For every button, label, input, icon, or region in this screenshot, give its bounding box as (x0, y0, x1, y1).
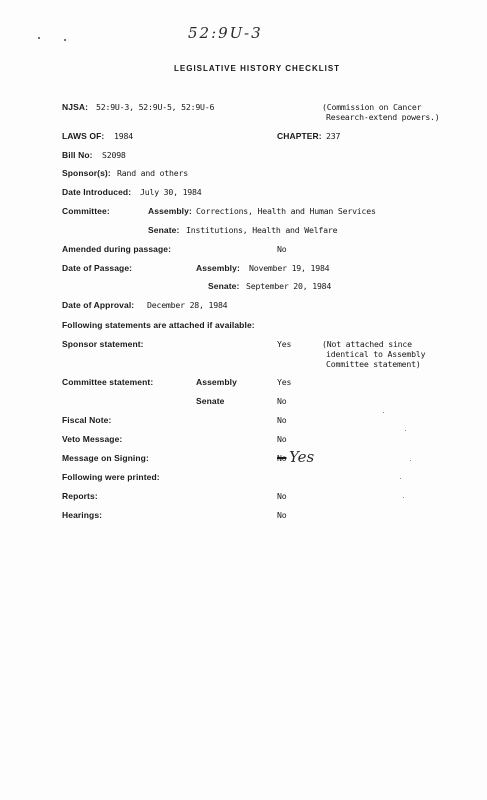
message-on-signing-label: Message on Signing: (62, 453, 149, 463)
passage-senate-label: Senate: (208, 281, 240, 291)
amended-value: No (277, 244, 287, 254)
scan-speck (410, 460, 411, 461)
sponsor-statement-note-line2: identical to Assembly (326, 349, 426, 359)
sponsor-statement-value: Yes (277, 339, 292, 349)
reports-label: Reports: (62, 491, 98, 501)
bill-no-value: S2098 (102, 150, 126, 160)
njsa-note-line1: (Commission on Cancer (322, 102, 422, 112)
page-title: LEGISLATIVE HISTORY CHECKLIST (174, 64, 341, 73)
attached-statements-heading: Following statements are attached if available: (62, 320, 255, 330)
fiscal-note-label: Fiscal Note: (62, 415, 112, 425)
date-of-approval-value: December 28, 1984 (147, 300, 228, 310)
hearings-label: Hearings: (62, 510, 103, 520)
printed-heading: Following were printed: (62, 472, 160, 482)
chapter-value: 237 (326, 131, 341, 141)
committee-statement-senate-value: No (277, 396, 287, 406)
passage-senate-value: September 20, 1984 (246, 281, 332, 291)
committee-senate-label: Senate: (148, 225, 180, 235)
handwritten-reference: 52:9U-3 (188, 24, 263, 42)
chapter-label: CHAPTER: (277, 131, 322, 141)
message-on-signing-struck-value: No (277, 453, 287, 463)
committee-label: Committee: (62, 206, 110, 216)
laws-of-value: 1984 (114, 131, 133, 141)
committee-assembly-label: Assembly: (148, 206, 192, 216)
passage-assembly-value: November 19, 1984 (249, 263, 330, 273)
njsa-value: 52:9U-3, 52:9U-5, 52:9U-6 (96, 102, 215, 112)
sponsor-statement-note-line3: Committee statement) (326, 359, 421, 369)
scan-speck (400, 478, 401, 479)
date-introduced-label: Date Introduced: (62, 187, 132, 197)
hearings-value: No (277, 510, 287, 520)
scan-speck (38, 37, 40, 39)
scan-speck (403, 497, 404, 498)
laws-of-label: LAWS OF: (62, 131, 105, 141)
committee-statement-senate-label: Senate (196, 396, 225, 406)
scan-speck (405, 430, 406, 431)
njsa-label: NJSA: (62, 102, 89, 112)
date-of-approval-label: Date of Approval: (62, 300, 135, 310)
committee-senate-value: Institutions, Health and Welfare (186, 225, 338, 235)
passage-assembly-label: Assembly: (196, 263, 240, 273)
sponsor-statement-label: Sponsor statement: (62, 339, 144, 349)
fiscal-note-value: No (277, 415, 287, 425)
veto-message-value: No (277, 434, 287, 444)
sponsors-value: Rand and others (117, 168, 188, 178)
sponsors-label: Sponsor(s): (62, 168, 111, 178)
committee-statement-assembly-label: Assembly (196, 377, 237, 387)
committee-assembly-value: Corrections, Health and Human Services (196, 206, 376, 216)
amended-label: Amended during passage: (62, 244, 172, 254)
date-of-passage-label: Date of Passage: (62, 263, 133, 273)
committee-statement-label: Committee statement: (62, 377, 154, 387)
njsa-note-line2: Research-extend powers.) (326, 112, 440, 122)
sponsor-statement-note-line1: (Not attached since (322, 339, 412, 349)
reports-value: No (277, 491, 287, 501)
scan-speck (383, 412, 384, 413)
committee-statement-assembly-value: Yes (277, 377, 292, 387)
bill-no-label: Bill No: (62, 150, 93, 160)
scan-speck (64, 39, 66, 41)
veto-message-label: Veto Message: (62, 434, 123, 444)
date-introduced-value: July 30, 1984 (140, 187, 202, 197)
message-on-signing-handwritten-value: Yes (289, 448, 315, 466)
